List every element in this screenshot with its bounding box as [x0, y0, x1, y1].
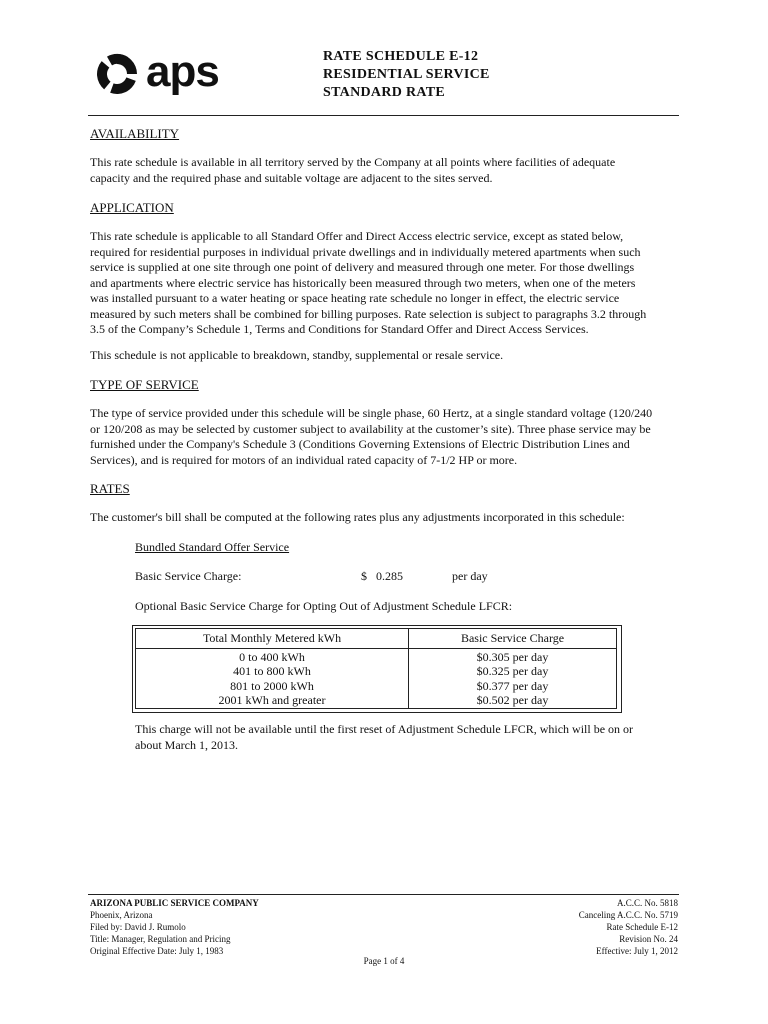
charge-cell: $0.325 per day: [409, 664, 617, 679]
charge-cell: $0.377 per day: [409, 679, 617, 694]
kwh-cell: 0 to 400 kWh: [136, 648, 409, 664]
footer-location: Phoenix, Arizona: [90, 910, 153, 920]
table-row: [136, 693, 617, 708]
document-title: [323, 48, 490, 102]
footer-revision: Revision No. 24: [619, 934, 678, 944]
aps-logo-text: aps: [146, 47, 219, 96]
basic-charge-currency: $: [361, 569, 367, 583]
text-line: or 120/208 as may be selected by customer subject to availability at the customer’s site). Three phase service may be: [90, 421, 651, 436]
header-divider: [88, 115, 679, 116]
kwh-cell: 2001 kWh and greater: [136, 693, 409, 708]
table-row: [136, 648, 617, 664]
footer-right-block: [579, 897, 678, 957]
text-line: This rate schedule is applicable to all Standard Offer and Direct Access electric service, except as stated below,: [90, 229, 624, 243]
availability-heading: AVAILABILITY: [90, 126, 180, 141]
title-line-1: RATE SCHEDULE E-12: [323, 49, 479, 64]
charge-cell: $0.502 per day: [409, 693, 617, 708]
application-heading: APPLICATION: [90, 200, 174, 215]
basic-charge-unit: per day: [452, 569, 488, 583]
header-cell-charge: Basic Service Charge: [409, 629, 617, 649]
rates-table: [135, 628, 617, 709]
text-line: service is supplied at one site through one point of delivery and measured through one meter. For those dwellings: [90, 260, 635, 274]
aps-logo: [94, 47, 234, 97]
rates-heading: RATES: [90, 481, 130, 496]
text-line: required for residential purposes in individual private dwellings and in individually metered apartments when such: [90, 244, 641, 259]
aps-swirl-icon: [94, 51, 140, 97]
table-row: [136, 679, 617, 694]
footer-canceling: Canceling A.C.C. No. 5719: [578, 910, 678, 920]
footer-original-date: Original Effective Date: July 1, 1983: [90, 946, 224, 956]
text-line: capacity and the required phase and suitable voltage are adjacent to the sites served.: [90, 170, 493, 185]
text-line: This rate schedule is available in all territory served by the Company at all points where facilities of adequate: [90, 155, 616, 169]
footer-effective: Effective: July 1, 2012: [596, 946, 678, 956]
title-line-2: RESIDENTIAL SERVICE: [323, 67, 490, 82]
text-line: and apartments where electric service has historically been measured through two meters, when one of the meters: [90, 275, 636, 290]
basic-charge-label: Basic Service Charge:: [135, 569, 242, 583]
charge-note: [135, 722, 633, 753]
footer-divider: [88, 894, 679, 895]
text-line: furnished under the Company's Schedule 3 (Conditions Governing Extensions of Electric Distribution Lines and: [90, 437, 630, 451]
footer-schedule: Rate Schedule E-12: [606, 922, 678, 932]
table-header-row: [136, 629, 617, 649]
page-number: Page 1 of 4: [363, 956, 405, 966]
charge-cell: $0.305 per day: [409, 648, 617, 664]
footer-filed-by: Filed by: David J. Rumolo: [90, 922, 186, 932]
application-note: [90, 348, 690, 364]
header-cell-kwh: Total Monthly Metered kWh: [136, 629, 409, 649]
text-line: Services), and is required for motors of an individual rated capacity of 7-1/2 HP or more.: [90, 452, 518, 467]
footer-acc-no: A.C.C. No. 5818: [616, 898, 678, 908]
footer-left-block: [90, 897, 259, 957]
availability-paragraph: [90, 155, 690, 186]
bundled-service-label: Bundled Standard Offer Service: [135, 540, 290, 554]
application-paragraph: [90, 229, 690, 338]
optional-charge-label: Optional Basic Service Charge for Opting Out of Adjustment Schedule LFCR:: [135, 599, 513, 613]
text-line: 3.5 of the Company’s Schedule 1, Terms and Conditions for Standard Offer and Direct Access Services.: [90, 322, 589, 336]
type-of-service-heading: TYPE OF SERVICE: [90, 377, 199, 392]
kwh-cell: 401 to 800 kWh: [136, 664, 409, 679]
text-line: The customer's bill shall be computed at the following rates plus any adjustments incorporated in this schedule:: [90, 510, 625, 524]
text-line: This schedule is not applicable to breakdown, standby, supplemental or resale service.: [90, 348, 504, 362]
text-line: This charge will not be available until the first reset of Adjustment Schedule LFCR, which will be on or: [135, 722, 634, 736]
kwh-cell: 801 to 2000 kWh: [136, 679, 409, 694]
text-line: about March 1, 2013.: [135, 737, 238, 752]
footer-company: ARIZONA PUBLIC SERVICE COMPANY: [90, 898, 259, 908]
type-of-service-paragraph: [90, 406, 690, 468]
text-line: The type of service provided under this schedule will be single phase, 60 Hertz, at a single standard voltage (120/240: [90, 406, 653, 420]
table-row: [136, 664, 617, 679]
footer-title: Title: Manager, Regulation and Pricing: [90, 934, 231, 944]
text-line: measured by such meters shall be combined for billing purposes. Rate selection is subject to paragraphs 3.2 through: [90, 306, 647, 321]
title-line-3: STANDARD RATE: [323, 85, 446, 100]
basic-charge-value: 0.285: [376, 569, 403, 583]
rates-intro: [90, 510, 690, 526]
text-line: was installed pursuant to a water heating or space heating rate schedule no longer in effect, the electric service: [90, 291, 620, 305]
